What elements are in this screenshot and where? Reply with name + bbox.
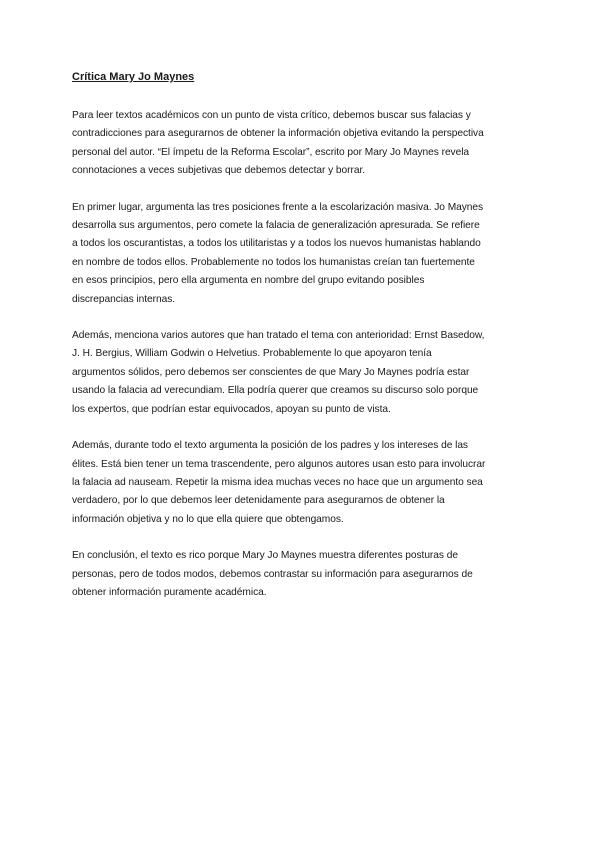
- document-body: [72, 68, 530, 620]
- paragraph-line: connotaciones a veces subjetivas que debemos detectar y borrar.: [72, 165, 366, 177]
- paragraph-line: contradicciones para asegurarnos de obtener la información objetiva evitando la perspectiva: [72, 128, 484, 140]
- paragraph-line: información objetiva y no lo que ella quiere que obtengamos.: [72, 513, 344, 525]
- paragraph-line: personal del autor. “El ímpetu de la Reforma Escolar”, escrito por Mary Jo Maynes revela: [72, 146, 470, 158]
- paragraph-line: la falacia ad nauseam. Repetir la misma idea muchas veces no hace que un argumento sea: [72, 476, 483, 488]
- paragraph-conclusion: [72, 547, 530, 602]
- paragraph-line: élites. Está bien tener un tema trascendente, pero algunos autores usan esto para involucrar: [72, 458, 486, 470]
- paragraph-line: en esos principios, pero ella argumenta en nombre del grupo evitando posibles: [72, 275, 425, 287]
- document-title: Crítica Mary Jo Maynes: [72, 71, 195, 83]
- paragraph-line: discrepancias internas.: [72, 293, 176, 305]
- paragraph-elites: [72, 437, 530, 529]
- paragraph-line: usando la falacia ad verecundiam. Ella podría querer que creamos su discurso solo porque: [72, 385, 479, 397]
- paragraph-line: En conclusión, el texto es rico porque Mary Jo Maynes muestra diferentes posturas de: [72, 550, 458, 562]
- paragraph-line: los expertos, que podrían estar equivocados, apoyan su punto de vista.: [72, 403, 391, 415]
- paragraph-line: argumentos sólidos, pero debemos ser conscientes de que Mary Jo Maynes podría estar: [72, 366, 470, 378]
- paragraph-line: Además, durante todo el texto argumenta la posición de los padres y los intereses de las: [72, 440, 468, 452]
- paragraph-line: a todos los oscurantistas, a todos los utilitaristas y a todos los nuevos humanistas hablando: [72, 238, 481, 250]
- paragraph-line: obtener información puramente académica.: [72, 586, 267, 598]
- paragraph-line: verdadero, por lo que debemos leer detenidamente para asegurarnos de obtener la: [72, 495, 445, 507]
- paragraph-line: En primer lugar, argumenta las tres posiciones frente a la escolarización masiva. Jo Maynes: [72, 201, 484, 213]
- paragraph-line: Además, menciona varios autores que han tratado el tema con anterioridad: Ernst Basedow,: [72, 330, 485, 342]
- paragraph-intro: [72, 107, 530, 181]
- paragraph-line: Para leer textos académicos con un punto de vista crítico, debemos buscar sus falacias y: [72, 110, 471, 121]
- paragraph-authors: [72, 327, 530, 419]
- paragraph-line: J. H. Bergius, William Godwin o Helvetius. Probablemente lo que apoyaron tenía: [72, 348, 432, 360]
- paragraph-line: personas, pero de todos modos, debemos contrastar su información para asegurarnos de: [72, 568, 473, 580]
- paragraph-first-point: [72, 199, 530, 309]
- paragraph-line: desarrolla sus argumentos, pero comete la falacia de generalización apresurada. Se refiere: [72, 220, 480, 232]
- paragraph-line: en nombre de todos ellos. Probablemente no todos los humanistas creían tan fuertemente: [72, 256, 475, 268]
